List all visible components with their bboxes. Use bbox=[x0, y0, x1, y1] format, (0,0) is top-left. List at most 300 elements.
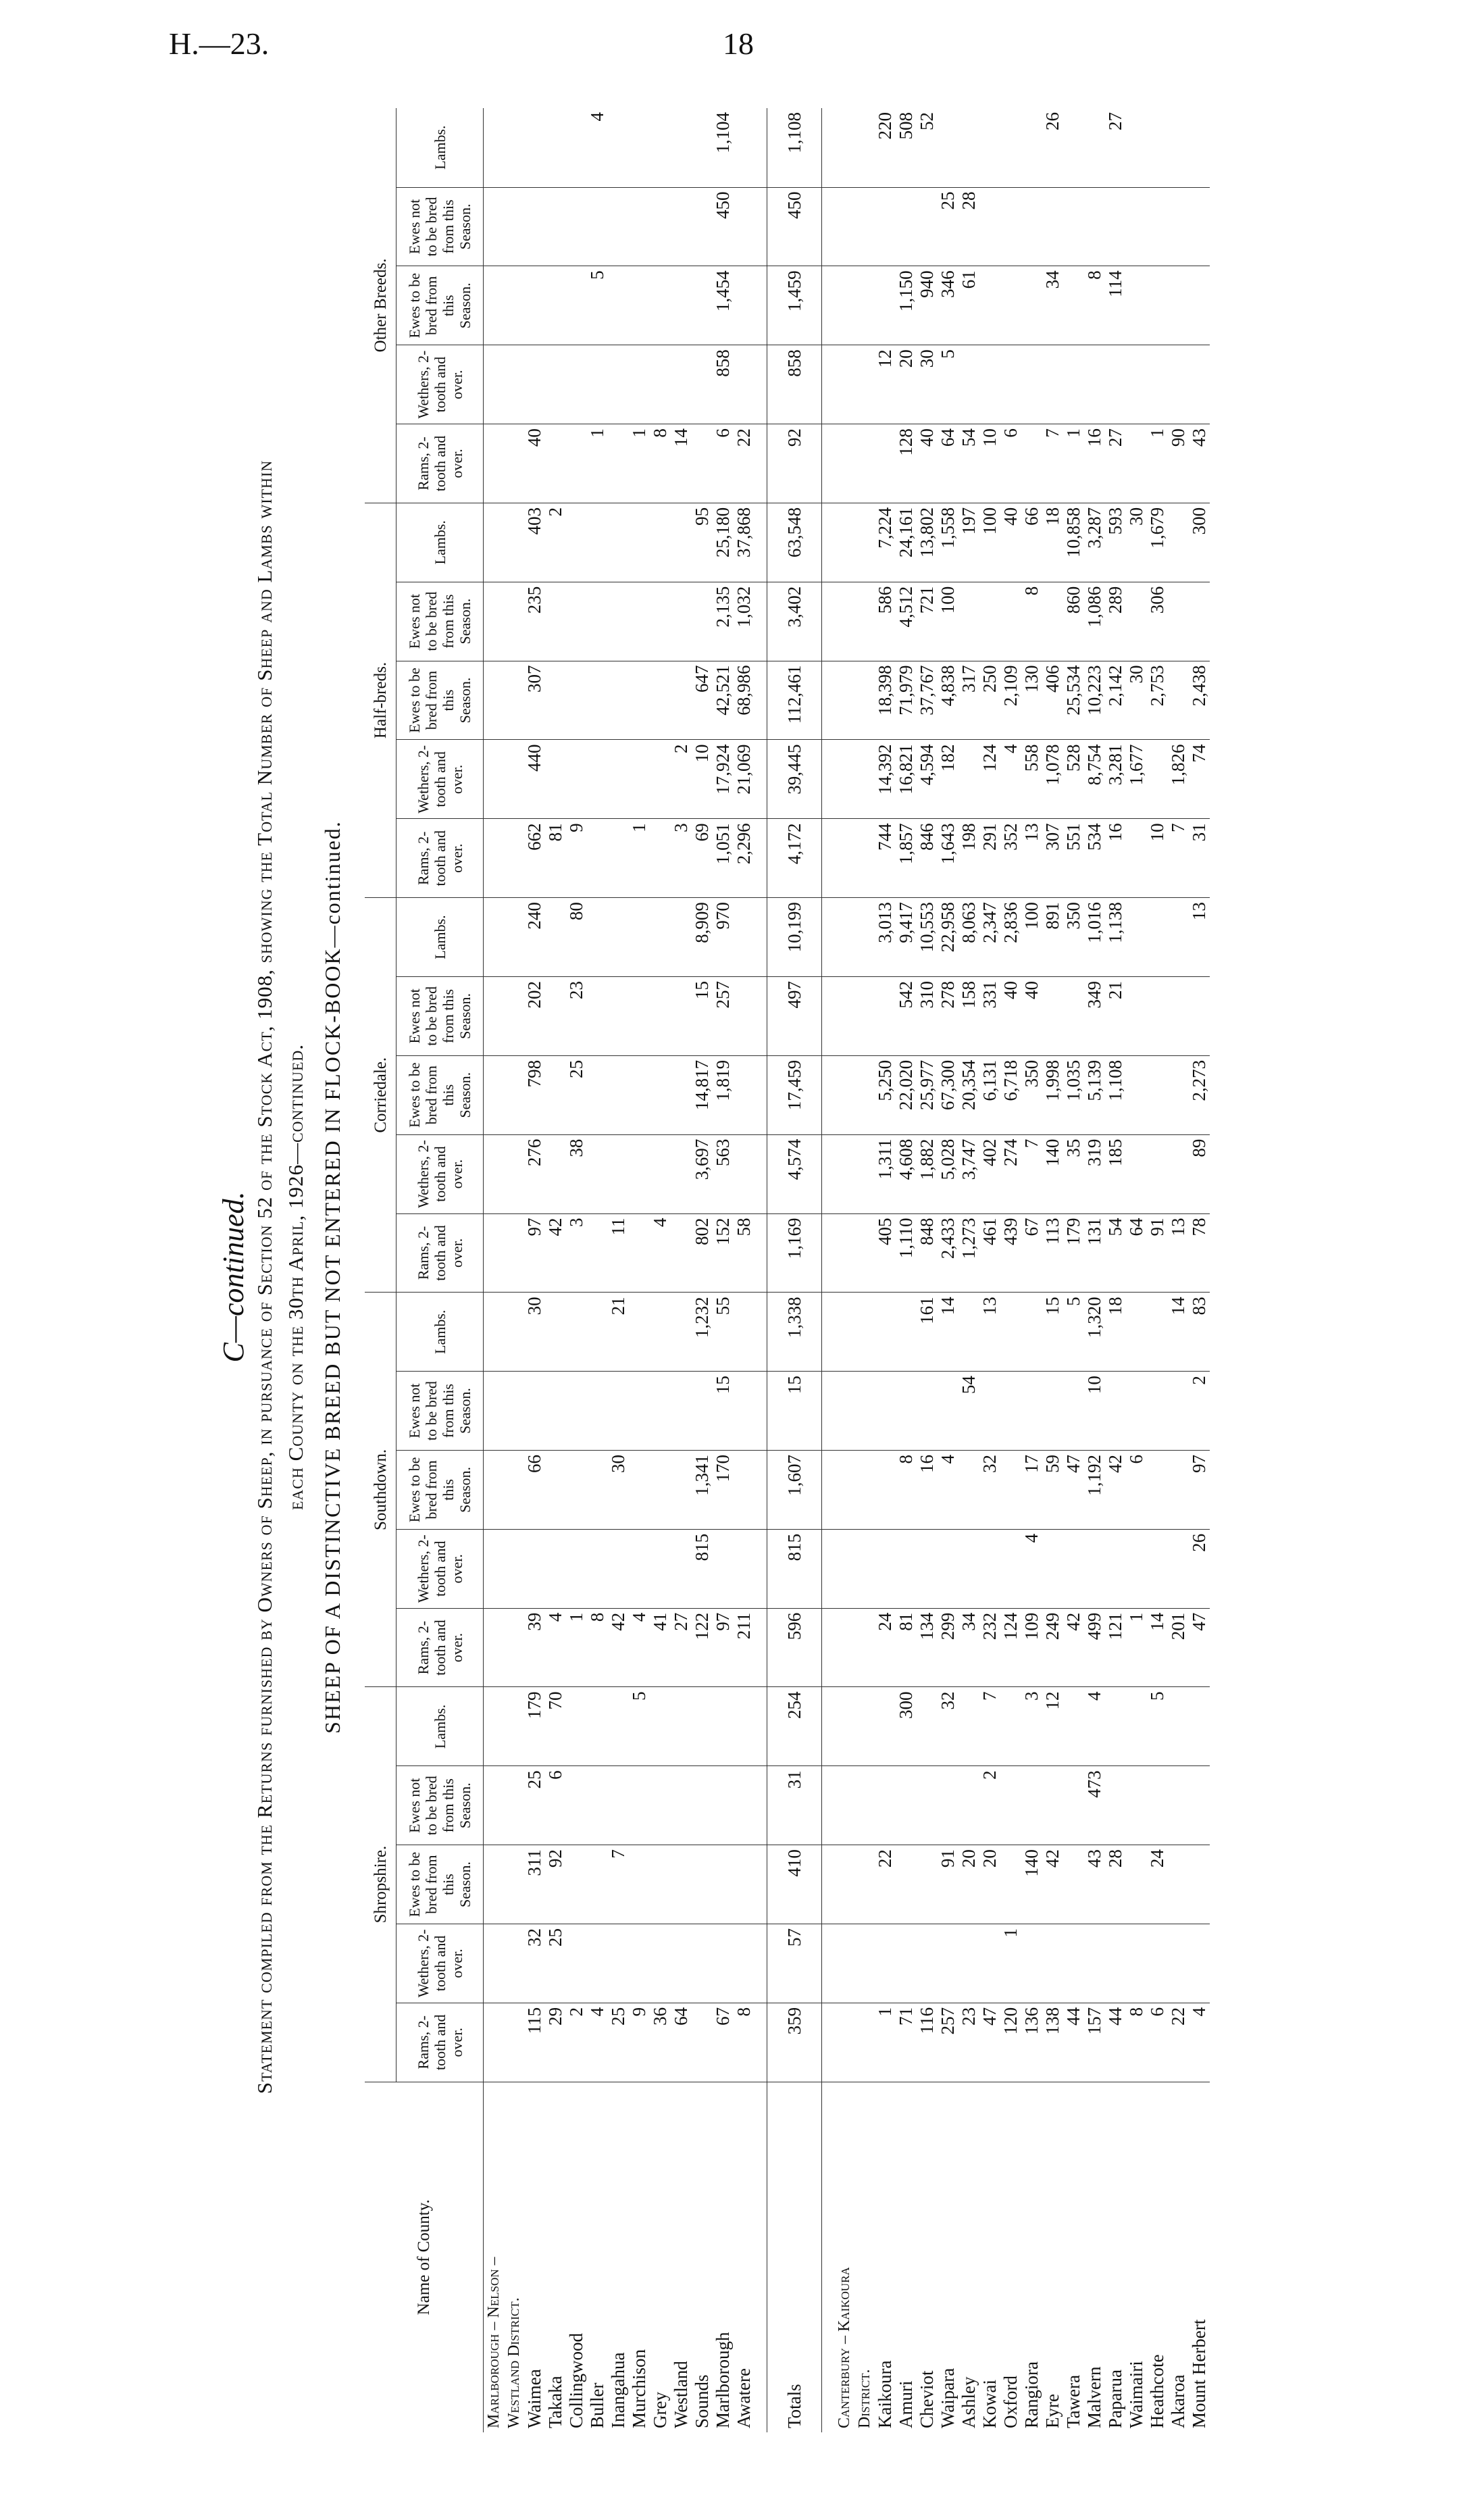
empty-cell bbox=[854, 266, 875, 345]
table-cell: 1,078 bbox=[1042, 740, 1063, 819]
table-cell: 17 bbox=[1021, 1451, 1042, 1530]
table-cell bbox=[1042, 1529, 1063, 1608]
table-cell: 14 bbox=[671, 424, 692, 503]
table-cell bbox=[1126, 1924, 1147, 2003]
empty-cell bbox=[504, 740, 524, 819]
table-cell: 44 bbox=[1105, 2003, 1126, 2082]
table-cell bbox=[713, 1529, 734, 1608]
table-cell: 42,521 bbox=[713, 661, 734, 740]
county-name: Heathcote bbox=[1147, 2354, 1167, 2428]
empty-cell bbox=[854, 1766, 875, 1845]
column-header: Wethers, 2-tooth and over. bbox=[396, 345, 484, 424]
table-cell: 350 bbox=[1063, 898, 1084, 977]
table-cell bbox=[566, 582, 587, 661]
table-cell bbox=[979, 345, 1000, 424]
empty-cell bbox=[484, 976, 505, 1055]
table-cell: 136 bbox=[1021, 2003, 1042, 2082]
table-cell: 25 bbox=[545, 1924, 566, 2003]
table-cell: 858 bbox=[713, 345, 734, 424]
table-cell: 100 bbox=[1021, 898, 1042, 977]
empty-cell bbox=[484, 1924, 505, 2003]
table-cell: 2,433 bbox=[938, 1213, 958, 1293]
table-cell: 54 bbox=[1105, 1213, 1126, 1293]
table-cell bbox=[734, 1766, 754, 1845]
table-cell bbox=[938, 1924, 958, 2003]
table-cell: 67 bbox=[1021, 1213, 1042, 1293]
empty-cell bbox=[822, 187, 835, 266]
table-cell: 13 bbox=[1189, 898, 1210, 977]
table-cell bbox=[671, 266, 692, 345]
empty-cell bbox=[854, 1687, 875, 1766]
district-name: District. bbox=[856, 2369, 873, 2428]
table-cell: 721 bbox=[917, 582, 938, 661]
table-row bbox=[734, 108, 754, 2432]
column-header: Wethers, 2-tooth and over. bbox=[396, 1529, 484, 1608]
table-cell bbox=[1021, 1766, 1042, 1845]
table-cell bbox=[734, 1845, 754, 1924]
empty-cell bbox=[822, 1451, 835, 1530]
empty-cell bbox=[484, 1529, 505, 1608]
table-cell bbox=[734, 1451, 754, 1530]
table-cell bbox=[1168, 108, 1189, 187]
table-cell bbox=[1063, 1845, 1084, 1924]
table-cell: 2,273 bbox=[1189, 1055, 1210, 1134]
table-cell bbox=[692, 1924, 713, 2003]
table-cell: 24 bbox=[875, 1608, 896, 1687]
table-cell: 15 bbox=[713, 1372, 734, 1451]
table-cell: 1,643 bbox=[938, 819, 958, 898]
county-name: Kowai bbox=[979, 2380, 1000, 2428]
table-row bbox=[1000, 108, 1021, 2432]
table-cell: 124 bbox=[1000, 1608, 1021, 1687]
table-cell bbox=[979, 1529, 1000, 1608]
table-row bbox=[1021, 108, 1042, 2432]
table-cell bbox=[587, 1529, 608, 1608]
table-cell: 40 bbox=[1000, 503, 1021, 582]
table-cell bbox=[587, 661, 608, 740]
totals-cell: 63,548 bbox=[767, 503, 822, 582]
table-cell: 7,224 bbox=[875, 503, 896, 582]
table-cell bbox=[587, 1055, 608, 1134]
empty-cell bbox=[834, 819, 854, 898]
table-cell bbox=[629, 1924, 650, 2003]
table-cell: 24,161 bbox=[896, 503, 917, 582]
sheep-table bbox=[365, 108, 1210, 2432]
table-cell: 528 bbox=[1063, 740, 1084, 819]
table-cell bbox=[896, 1293, 917, 1372]
table-cell bbox=[1168, 345, 1189, 424]
table-cell bbox=[1168, 1924, 1189, 2003]
table-cell bbox=[587, 1293, 608, 1372]
empty-cell bbox=[754, 976, 767, 1055]
table-cell bbox=[875, 976, 896, 1055]
table-cell bbox=[875, 1451, 896, 1530]
table-cell: 744 bbox=[875, 819, 896, 898]
table-cell: 2 bbox=[566, 2003, 587, 2082]
table-cell: 92 bbox=[545, 1845, 566, 1924]
table-cell: 5 bbox=[629, 1687, 650, 1766]
table-cell: 10 bbox=[1147, 819, 1168, 898]
table-row bbox=[875, 108, 896, 2432]
table-cell: 90 bbox=[1168, 424, 1189, 503]
empty-cell bbox=[754, 1451, 767, 1530]
table-row bbox=[896, 108, 917, 2432]
table-cell: 306 bbox=[1147, 582, 1168, 661]
empty-cell bbox=[834, 424, 854, 503]
table-cell bbox=[734, 1687, 754, 1766]
table-cell: 14 bbox=[938, 1293, 958, 1372]
table-cell: 12 bbox=[875, 345, 896, 424]
table-cell: 40 bbox=[1000, 976, 1021, 1055]
column-header: Lambs. bbox=[396, 1687, 484, 1766]
table-cell bbox=[650, 345, 671, 424]
empty-cell bbox=[754, 1293, 767, 1372]
table-cell bbox=[692, 1845, 713, 1924]
table-cell: 2,296 bbox=[734, 819, 754, 898]
table-cell: 114 bbox=[1105, 266, 1126, 345]
table-cell bbox=[1168, 1687, 1189, 1766]
table-cell: 202 bbox=[524, 976, 545, 1055]
table-cell: 249 bbox=[1042, 1608, 1063, 1687]
table-cell bbox=[1189, 1687, 1210, 1766]
table-row bbox=[1105, 108, 1126, 2432]
table-cell: 848 bbox=[917, 1213, 938, 1293]
table-cell: 47 bbox=[979, 2003, 1000, 2082]
table-cell bbox=[1147, 1766, 1168, 1845]
empty-cell bbox=[754, 1845, 767, 1924]
table-cell bbox=[545, 1372, 566, 1451]
county-name: Mount Herbert bbox=[1189, 2319, 1209, 2428]
table-cell: 20,354 bbox=[958, 1055, 979, 1134]
table-cell bbox=[629, 503, 650, 582]
empty-cell bbox=[484, 503, 505, 582]
table-cell bbox=[587, 1451, 608, 1530]
county-name: Westland bbox=[671, 2361, 691, 2428]
table-cell bbox=[1147, 740, 1168, 819]
table-row bbox=[1147, 108, 1168, 2432]
table-cell: 30 bbox=[524, 1293, 545, 1372]
table-cell: 1,341 bbox=[692, 1451, 713, 1530]
totals-cell: 4,574 bbox=[767, 1134, 822, 1213]
table-body bbox=[484, 108, 1210, 2432]
table-cell: 81 bbox=[896, 1608, 917, 1687]
empty-cell bbox=[484, 898, 505, 977]
empty-cell bbox=[834, 1055, 854, 1134]
empty-cell bbox=[484, 1608, 505, 1687]
table-cell: 4 bbox=[629, 1608, 650, 1687]
table-cell: 1,035 bbox=[1063, 1055, 1084, 1134]
table-cell bbox=[1084, 1924, 1105, 2003]
table-cell bbox=[524, 187, 545, 266]
empty-cell bbox=[854, 1451, 875, 1530]
table-cell bbox=[734, 1134, 754, 1213]
table-cell bbox=[587, 187, 608, 266]
table-cell: 27 bbox=[1105, 108, 1126, 187]
table-cell bbox=[1126, 1687, 1147, 1766]
table-cell: 157 bbox=[1084, 2003, 1105, 2082]
table-cell: 6 bbox=[1000, 424, 1021, 503]
table-cell: 78 bbox=[1189, 1213, 1210, 1293]
rotated-content bbox=[216, 108, 1466, 2446]
table-cell bbox=[958, 108, 979, 187]
table-cell bbox=[629, 1529, 650, 1608]
table-cell: 8 bbox=[587, 1608, 608, 1687]
table-cell: 291 bbox=[979, 819, 1000, 898]
table-cell: 2,753 bbox=[1147, 661, 1168, 740]
table-cell bbox=[896, 1924, 917, 2003]
table-cell: 1,454 bbox=[713, 266, 734, 345]
table-cell bbox=[1189, 582, 1210, 661]
totals-cell: 254 bbox=[767, 1687, 822, 1766]
table-cell bbox=[1189, 108, 1210, 187]
column-header: Lambs. bbox=[396, 503, 484, 582]
empty-cell bbox=[854, 1529, 875, 1608]
column-header: Ewes to be bred from this Season. bbox=[396, 1451, 484, 1530]
table-cell bbox=[650, 108, 671, 187]
empty-cell bbox=[822, 2003, 835, 2082]
table-cell bbox=[896, 1766, 917, 1845]
county-name: Tawera bbox=[1063, 2374, 1083, 2428]
table-cell bbox=[1126, 1529, 1147, 1608]
district-header-row bbox=[854, 108, 875, 2432]
table-cell: 97 bbox=[713, 1608, 734, 1687]
table-cell bbox=[629, 740, 650, 819]
table-cell: 1 bbox=[1147, 424, 1168, 503]
empty-cell bbox=[484, 1134, 505, 1213]
table-row bbox=[1168, 108, 1189, 2432]
table-cell bbox=[629, 1766, 650, 1845]
table-cell: 1 bbox=[1063, 424, 1084, 503]
empty-cell bbox=[834, 108, 854, 187]
table-cell bbox=[1000, 1451, 1021, 1530]
table-cell: 1,232 bbox=[692, 1293, 713, 1372]
table-cell: 2 bbox=[545, 503, 566, 582]
table-cell bbox=[545, 976, 566, 1055]
table-cell bbox=[608, 503, 629, 582]
table-cell bbox=[566, 1372, 587, 1451]
column-header: Lambs. bbox=[396, 108, 484, 187]
column-header: Ewes not to be bred from this Season. bbox=[396, 976, 484, 1055]
table-cell: 20 bbox=[979, 1845, 1000, 1924]
table-cell: 58 bbox=[734, 1213, 754, 1293]
table-cell: 4,608 bbox=[896, 1134, 917, 1213]
table-cell: 3 bbox=[566, 1213, 587, 1293]
empty-cell bbox=[754, 503, 767, 582]
table-cell: 8 bbox=[896, 1451, 917, 1530]
table-cell bbox=[545, 266, 566, 345]
table-cell bbox=[608, 1134, 629, 1213]
empty-cell bbox=[822, 819, 835, 898]
table-cell bbox=[692, 1766, 713, 1845]
table-cell: 32 bbox=[979, 1451, 1000, 1530]
table-cell bbox=[1147, 898, 1168, 977]
totals-cell: 497 bbox=[767, 976, 822, 1055]
table-row bbox=[608, 108, 629, 2432]
table-cell: 170 bbox=[713, 1451, 734, 1530]
table-cell: 113 bbox=[1042, 1213, 1063, 1293]
table-cell: 1,311 bbox=[875, 1134, 896, 1213]
table-cell: 439 bbox=[1000, 1213, 1021, 1293]
table-cell: 3,281 bbox=[1105, 740, 1126, 819]
table-row bbox=[1084, 108, 1105, 2432]
empty-cell bbox=[504, 424, 524, 503]
table-cell bbox=[608, 345, 629, 424]
column-header: Rams, 2-tooth and over. bbox=[396, 424, 484, 503]
table-cell: 40 bbox=[917, 424, 938, 503]
table-cell bbox=[692, 2003, 713, 2082]
table-cell bbox=[1147, 108, 1168, 187]
county-name: Marlborough bbox=[713, 2332, 733, 2428]
table-cell: 307 bbox=[524, 661, 545, 740]
table-cell bbox=[875, 1766, 896, 1845]
table-cell: 319 bbox=[1084, 1134, 1105, 1213]
empty-cell bbox=[504, 1134, 524, 1213]
table-cell: 16 bbox=[1105, 819, 1126, 898]
table-cell: 25 bbox=[608, 2003, 629, 2082]
table-cell bbox=[1126, 582, 1147, 661]
empty-cell bbox=[754, 1372, 767, 1451]
table-cell bbox=[734, 1529, 754, 1608]
table-cell: 11 bbox=[608, 1213, 629, 1293]
table-cell: 42 bbox=[545, 1213, 566, 1293]
empty-cell bbox=[834, 1372, 854, 1451]
table-cell bbox=[629, 898, 650, 977]
table-cell: 81 bbox=[545, 819, 566, 898]
totals-cell: 1,169 bbox=[767, 1213, 822, 1293]
table-cell bbox=[1189, 1845, 1210, 1924]
empty-cell bbox=[822, 503, 835, 582]
table-cell bbox=[713, 1687, 734, 1766]
table-cell: 211 bbox=[734, 1608, 754, 1687]
breed-header-shropshire: Shropshire. bbox=[365, 1687, 396, 2082]
empty-cell bbox=[754, 2003, 767, 2082]
empty-cell bbox=[504, 1372, 524, 1451]
county-name: Eyre bbox=[1042, 2394, 1063, 2428]
table-cell bbox=[1147, 187, 1168, 266]
empty-cell bbox=[484, 266, 505, 345]
empty-cell bbox=[822, 1372, 835, 1451]
table-cell bbox=[1021, 424, 1042, 503]
table-cell: 29 bbox=[545, 2003, 566, 2082]
table-cell bbox=[958, 740, 979, 819]
table-cell bbox=[650, 1845, 671, 1924]
table-cell bbox=[650, 898, 671, 977]
table-cell bbox=[671, 1451, 692, 1530]
table-cell bbox=[1168, 187, 1189, 266]
table-cell bbox=[938, 1372, 958, 1451]
table-cell bbox=[608, 1055, 629, 1134]
empty-cell bbox=[504, 1608, 524, 1687]
table-cell: 1,320 bbox=[1084, 1293, 1105, 1372]
table-cell: 34 bbox=[1042, 266, 1063, 345]
empty-cell bbox=[754, 345, 767, 424]
empty-cell bbox=[504, 1055, 524, 1134]
table-cell: 1,150 bbox=[896, 266, 917, 345]
empty-cell bbox=[504, 1766, 524, 1845]
table-cell: 14,817 bbox=[692, 1055, 713, 1134]
table-cell: 4 bbox=[1021, 1529, 1042, 1608]
table-cell bbox=[1063, 108, 1084, 187]
empty-cell bbox=[754, 1924, 767, 2003]
table-cell bbox=[587, 582, 608, 661]
table-cell: 1,882 bbox=[917, 1134, 938, 1213]
table-cell bbox=[1063, 266, 1084, 345]
table-cell: 1,051 bbox=[713, 819, 734, 898]
totals-cell: 17,459 bbox=[767, 1055, 822, 1134]
table-cell: 97 bbox=[524, 1213, 545, 1293]
table-cell: 1,192 bbox=[1084, 1451, 1105, 1530]
empty-cell bbox=[504, 582, 524, 661]
table-cell: 798 bbox=[524, 1055, 545, 1134]
table-cell: 473 bbox=[1084, 1766, 1105, 1845]
empty-cell bbox=[484, 1687, 505, 1766]
table-cell bbox=[566, 503, 587, 582]
table-cell: 120 bbox=[1000, 2003, 1021, 2082]
table-cell: 586 bbox=[875, 582, 896, 661]
table-cell bbox=[734, 1293, 754, 1372]
table-cell bbox=[587, 1766, 608, 1845]
table-cell: 131 bbox=[1084, 1213, 1105, 1293]
table-cell bbox=[1021, 1372, 1042, 1451]
table-cell bbox=[1021, 1924, 1042, 2003]
table-cell: 40 bbox=[1021, 976, 1042, 1055]
table-cell: 8 bbox=[1084, 266, 1105, 345]
table-cell bbox=[958, 1766, 979, 1845]
table-row bbox=[545, 108, 566, 2432]
table-cell: 3,013 bbox=[875, 898, 896, 977]
table-cell: 815 bbox=[692, 1529, 713, 1608]
table-row bbox=[1189, 108, 1210, 2432]
empty-cell bbox=[484, 1845, 505, 1924]
table-cell: 9 bbox=[566, 819, 587, 898]
table-cell bbox=[629, 345, 650, 424]
table-cell bbox=[734, 1055, 754, 1134]
page-reference: H.—23. bbox=[169, 26, 270, 61]
table-cell: 8,754 bbox=[1084, 740, 1105, 819]
empty-cell bbox=[754, 424, 767, 503]
table-cell bbox=[608, 187, 629, 266]
district-header-row bbox=[834, 108, 854, 2432]
county-name: Cheviot bbox=[917, 2370, 937, 2428]
empty-cell bbox=[854, 503, 875, 582]
empty-cell bbox=[854, 1608, 875, 1687]
table-cell: 8 bbox=[650, 424, 671, 503]
county-name: Collingwood bbox=[566, 2332, 586, 2428]
empty-cell bbox=[504, 1529, 524, 1608]
table-cell bbox=[1189, 187, 1210, 266]
table-cell bbox=[958, 1529, 979, 1608]
table-cell bbox=[566, 108, 587, 187]
empty-cell bbox=[834, 898, 854, 977]
table-cell: 97 bbox=[1189, 1451, 1210, 1530]
table-cell: 1,857 bbox=[896, 819, 917, 898]
empty-cell bbox=[834, 1608, 854, 1687]
table-cell: 43 bbox=[1189, 424, 1210, 503]
table-cell: 16 bbox=[917, 1451, 938, 1530]
table-cell: 311 bbox=[524, 1845, 545, 1924]
table-cell bbox=[875, 1529, 896, 1608]
empty-cell bbox=[484, 1213, 505, 1293]
table-cell: 28 bbox=[1105, 1845, 1126, 1924]
county-name: Malvern bbox=[1084, 2366, 1104, 2428]
table-cell bbox=[734, 898, 754, 977]
empty-cell bbox=[504, 1293, 524, 1372]
table-cell bbox=[671, 976, 692, 1055]
table-cell: 6 bbox=[1126, 1451, 1147, 1530]
totals-cell: 858 bbox=[767, 345, 822, 424]
table-cell: 21,069 bbox=[734, 740, 754, 819]
table-cell bbox=[917, 1372, 938, 1451]
